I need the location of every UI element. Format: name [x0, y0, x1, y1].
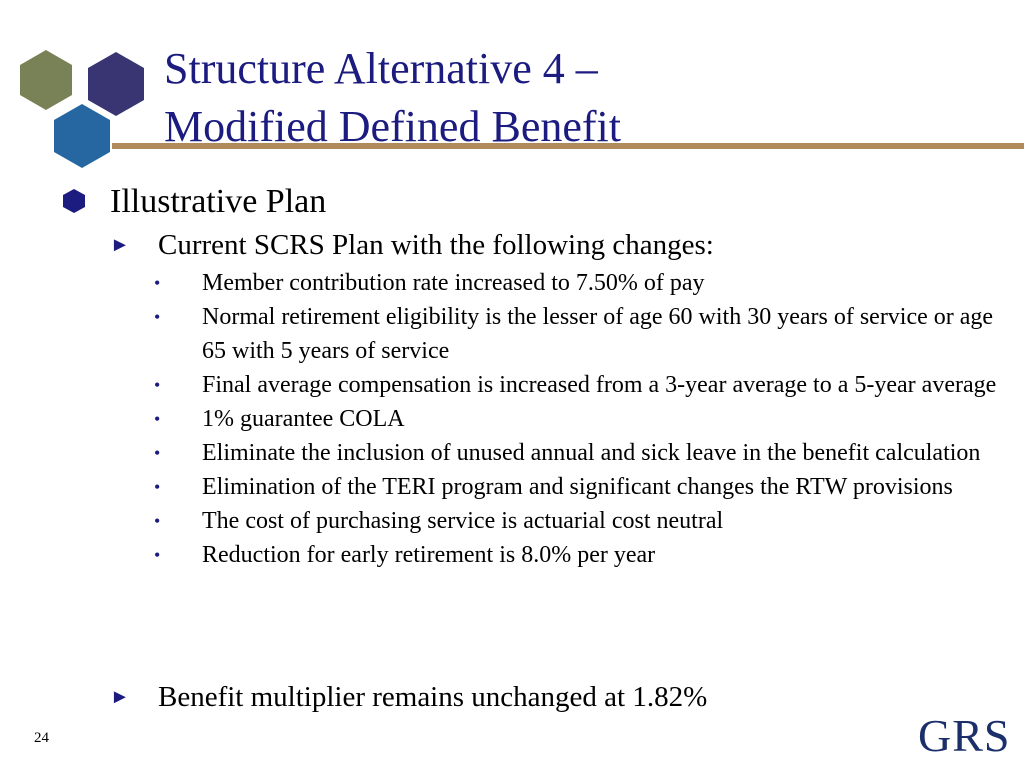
list-item [152, 538, 1012, 572]
dot-bullet-icon: • [154, 409, 161, 429]
list-item-text: 1% guarantee COLA [202, 406, 405, 432]
hexagon-purple-icon [88, 52, 144, 116]
dot-bullet-icon: • [154, 307, 161, 327]
hexagon-green-icon [20, 50, 72, 110]
list-item-text: Final average compensation is increased from a 3-year average to a 5-year average [202, 372, 997, 398]
list-item-text: Eliminate the inclusion of unused annual and sick leave in the benefit calculation [202, 440, 981, 466]
list-item-text: The cost of purchasing service is actuarial cost neutral [202, 508, 724, 534]
title-line-1: Structure Alternative 4 – [164, 44, 598, 93]
list-item-text: Normal retirement eligibility is the lesser of age 60 with 30 years of service or age 65 with 5 years of service [202, 304, 994, 364]
grs-logo: GRS [918, 710, 1011, 761]
sub-bullet-text: Current SCRS Plan with the following changes: [158, 229, 714, 261]
dot-bullet-icon: • [154, 443, 161, 463]
list-item [152, 436, 1012, 470]
list-item [152, 470, 1012, 504]
triangle-bullet-icon: ► [110, 234, 130, 256]
hexagon-blue-icon [54, 104, 110, 168]
triangle-bullet-icon: ► [110, 686, 130, 708]
changes-list [152, 266, 1012, 572]
hexagon-bullet-icon [62, 184, 110, 224]
sub-bullet-text: Benefit multiplier remains unchanged at 1.82% [158, 681, 708, 713]
dot-bullet-icon: • [154, 273, 161, 293]
list-item [152, 368, 1012, 402]
hexagon-logo-icon [10, 48, 150, 173]
list-item [152, 402, 1012, 436]
sub-bullet-current [110, 228, 714, 262]
list-item-text: Reduction for early retirement is 8.0% per year [202, 542, 656, 568]
list-item [152, 504, 1012, 538]
list-item [152, 266, 1012, 300]
list-item-text: Member contribution rate increased to 7.50% of pay [202, 270, 705, 296]
heading-bullet [62, 182, 326, 224]
dot-bullet-icon: • [154, 477, 161, 497]
list-item [152, 300, 1012, 368]
dot-bullet-icon: • [154, 511, 161, 531]
slide-number: 24 [34, 730, 49, 746]
slide-title [164, 40, 621, 156]
dot-bullet-icon: • [154, 545, 161, 565]
heading-text: Illustrative Plan [110, 183, 327, 220]
sub-bullet-multiplier [110, 680, 707, 714]
title-line-2: Modified Defined Benefit [164, 102, 621, 151]
list-item-text: Elimination of the TERI program and significant changes the RTW provisions [202, 474, 953, 500]
dot-bullet-icon: • [154, 375, 161, 395]
